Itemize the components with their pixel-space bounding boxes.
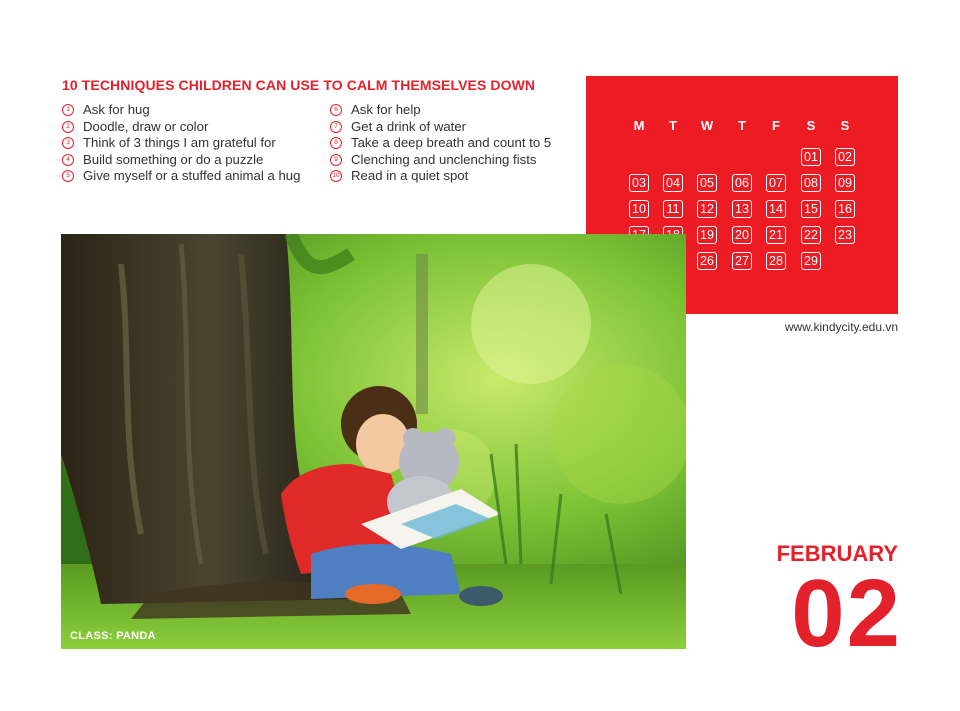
calendar-day: 19 (697, 226, 717, 244)
weekday-label: W (700, 118, 714, 133)
technique-item (62, 119, 300, 136)
number-badge: 5 (62, 170, 74, 182)
number-badge: 2 (62, 121, 74, 133)
technique-text: Clenching and unclenching fists (351, 151, 537, 167)
weekday-label: T (738, 118, 746, 133)
number-badge: 9 (330, 154, 342, 166)
month-name: FEBRUARY (776, 541, 898, 566)
calendar-day: 08 (801, 174, 821, 192)
calendar-day: 29 (801, 252, 821, 270)
technique-text: Ask for help (351, 102, 421, 117)
technique-item (62, 152, 300, 169)
technique-text: Give myself or a stuffed animal a hug (83, 168, 301, 183)
technique-item (62, 102, 300, 119)
number-badge: 7 (330, 121, 342, 133)
calendar-day: 06 (732, 174, 752, 192)
technique-item (330, 102, 551, 119)
calendar-day: 03 (629, 174, 649, 192)
calendar-day: 15 (801, 200, 821, 218)
techniques-list-right (330, 102, 551, 185)
weekday-label: S (840, 118, 850, 133)
calendar-day: 01 (801, 148, 821, 166)
technique-text: Build something or do a puzzle (83, 151, 264, 167)
number-badge: 1 (62, 104, 74, 116)
calendar-day: 20 (732, 226, 752, 244)
technique-text: Think of 3 things I am grateful for (83, 135, 276, 150)
technique-text: Ask for hug (83, 102, 150, 117)
calendar-day: 02 (835, 148, 855, 166)
techniques-list-left (62, 102, 300, 185)
calendar-day: 23 (835, 226, 855, 244)
weekday-label: S (806, 118, 816, 133)
photo-child-reading (61, 234, 686, 649)
number-badge: 10 (330, 170, 342, 182)
calendar-day: 11 (663, 200, 683, 218)
technique-text: Read in a quiet spot (351, 168, 469, 183)
calendar-day: 04 (663, 174, 683, 192)
calendar-day: 13 (732, 200, 752, 218)
calendar-day: 26 (697, 252, 717, 270)
technique-item (62, 168, 300, 185)
weekday-label: M (633, 118, 645, 133)
number-badge: 6 (330, 104, 342, 116)
calendar-day: 09 (835, 174, 855, 192)
website-url: www.kindycity.edu.vn (784, 320, 898, 334)
photo-illustration (61, 234, 686, 649)
calendar-day: 10 (629, 200, 649, 218)
number-badge: 8 (330, 137, 342, 149)
calendar-day: 28 (766, 252, 786, 270)
weekday-label: T (669, 118, 677, 133)
number-badge: 4 (62, 154, 74, 166)
calendar-day: 12 (697, 200, 717, 218)
technique-text: Doodle, draw or color (83, 118, 209, 134)
weekday-label: F (772, 118, 780, 133)
calendar-day: 27 (732, 252, 752, 270)
technique-text: Get a drink of water (351, 118, 467, 134)
technique-item (330, 152, 551, 169)
calendar-day: 07 (766, 174, 786, 192)
technique-item (62, 135, 300, 152)
technique-text: Take a deep breath and count to 5 (351, 135, 552, 150)
calendar-day: 14 (766, 200, 786, 218)
technique-item (330, 168, 551, 185)
calendar-day: 05 (697, 174, 717, 192)
technique-item (330, 119, 551, 136)
techniques-title: 10 TECHNIQUES CHILDREN CAN USE TO CALM THEMSELVES DOWN (62, 77, 536, 93)
calendar-day: 21 (766, 226, 786, 244)
number-badge: 3 (62, 137, 74, 149)
photo-caption: CLASS: PANDA (70, 630, 156, 642)
calendar-day: 16 (835, 200, 855, 218)
calendar-day: 22 (801, 226, 821, 244)
month-number: 02 (791, 560, 902, 667)
technique-item (330, 135, 551, 152)
